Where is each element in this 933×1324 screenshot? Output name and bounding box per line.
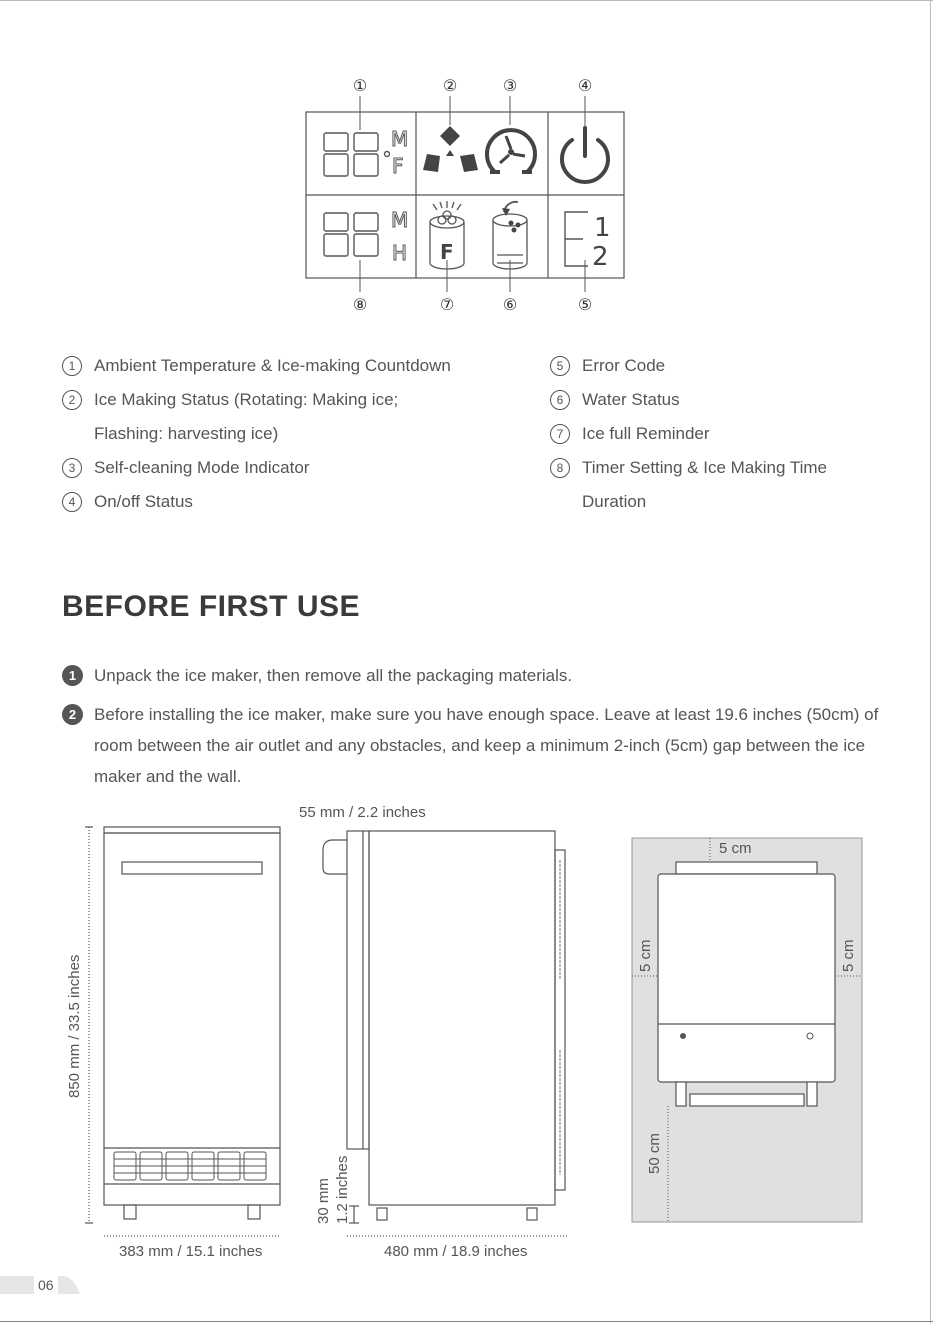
- legend-item-6: [550, 383, 910, 417]
- dim-height: 850 mm / 33.5 inches: [66, 954, 83, 1098]
- front-view-drawing: [80, 820, 290, 1240]
- page-border-bottom: [0, 1321, 933, 1322]
- callout-6: ⑥: [502, 295, 518, 314]
- callout-4: ④: [577, 76, 593, 95]
- dim-depth: 480 mm / 18.9 inches: [384, 1243, 528, 1260]
- legend-num-5: 5: [550, 356, 570, 376]
- legend-text-7: Ice full Reminder: [582, 424, 710, 443]
- legend-num-6: 6: [550, 390, 570, 410]
- ice-making-icon: [423, 126, 478, 172]
- legend-text-4: On/off Status: [94, 492, 193, 511]
- legend-right: [550, 349, 910, 519]
- legend-item-7: [550, 417, 910, 451]
- dim-width: 383 mm / 15.1 inches: [119, 1243, 263, 1260]
- water-status-icon: [493, 202, 527, 269]
- legend-item-3: [62, 451, 522, 485]
- legend-text-2a: Ice Making Status (Rotating: Making ice;: [94, 390, 399, 409]
- legend-item-2: [62, 383, 522, 417]
- callout-1: ①: [352, 76, 368, 95]
- legend-num-4: 4: [62, 492, 82, 512]
- callout-2: ②: [442, 76, 458, 95]
- legend-item-4: [62, 485, 522, 519]
- section-title: BEFORE FIRST USE: [62, 590, 361, 623]
- control-panel-diagram: [290, 70, 650, 320]
- legend-item-5: [550, 349, 910, 383]
- dim-clear-right: 5 cm: [840, 939, 857, 972]
- unit-m-top: M: [391, 127, 409, 151]
- legend-item-2-cont: [62, 417, 522, 451]
- legend-item-1: [62, 349, 522, 383]
- dim-feet-in: 1.2 inches: [334, 1155, 351, 1224]
- side-view-drawing: [315, 820, 580, 1240]
- clearance-top-view: [630, 836, 864, 1226]
- dim-clear-back: 50 cm: [646, 1133, 663, 1174]
- callout-7: ⑦: [439, 295, 455, 314]
- callout-3: ③: [502, 76, 518, 95]
- page-border-top: [0, 0, 933, 1]
- legend-item-8: [550, 451, 910, 485]
- step-2-text: Before installing the ice maker, make sure you have enough space. Leave at least 19.6 inches (50cm) of room between the air outlet and any obstacles, and keep a minimum 2-inch (5cm) gap between the ice maker and the wall.: [94, 705, 879, 786]
- step-1-bullet: 1: [62, 665, 83, 686]
- error-digit-1: 1: [594, 213, 611, 243]
- unit-h: H: [392, 241, 408, 265]
- legend-num-2: 2: [62, 390, 82, 410]
- dim-clear-top: 5 cm: [719, 840, 752, 857]
- error-digit-2: 2: [592, 242, 609, 272]
- callout-8: ⑧: [352, 295, 368, 314]
- legend-text-6: Water Status: [582, 390, 680, 409]
- power-icon: [562, 128, 608, 182]
- ice-full-letter: F: [440, 240, 454, 264]
- legend-text-8a: Timer Setting & Ice Making Time: [582, 458, 828, 477]
- step-1-text: Unpack the ice maker, then remove all the packaging materials.: [94, 666, 573, 685]
- step-2-bullet: 2: [62, 704, 83, 725]
- legend-text-5: Error Code: [582, 356, 666, 375]
- legend-item-8-cont: [550, 485, 910, 519]
- front-vent-grille: [114, 1152, 266, 1180]
- callout-5: ⑤: [577, 295, 593, 314]
- legend-text-2b: Flashing: harvesting ice): [94, 424, 279, 443]
- page-border-right: [930, 0, 931, 1324]
- dim-feet-mm: 30 mm: [315, 1178, 332, 1224]
- legend-text-8b: Duration: [582, 492, 647, 511]
- unit-m-bottom: M: [391, 208, 409, 232]
- self-clean-icon: [487, 130, 535, 172]
- legend-num-3: 3: [62, 458, 82, 478]
- legend-text-3: Self-cleaning Mode Indicator: [94, 458, 310, 477]
- legend-num-8: 8: [550, 458, 570, 478]
- legend-left: [62, 349, 522, 519]
- unit-f: F: [392, 154, 404, 178]
- step-1: [62, 660, 882, 691]
- page-number: 06: [38, 1277, 54, 1293]
- legend-num-1: 1: [62, 356, 82, 376]
- dim-clear-left: 5 cm: [637, 939, 654, 972]
- legend-text-1: Ambient Temperature & Ice-making Countdown: [94, 356, 451, 375]
- step-2: [62, 699, 882, 792]
- legend-num-7: 7: [550, 424, 570, 444]
- dim-handle: 55 mm / 2.2 inches: [299, 804, 426, 821]
